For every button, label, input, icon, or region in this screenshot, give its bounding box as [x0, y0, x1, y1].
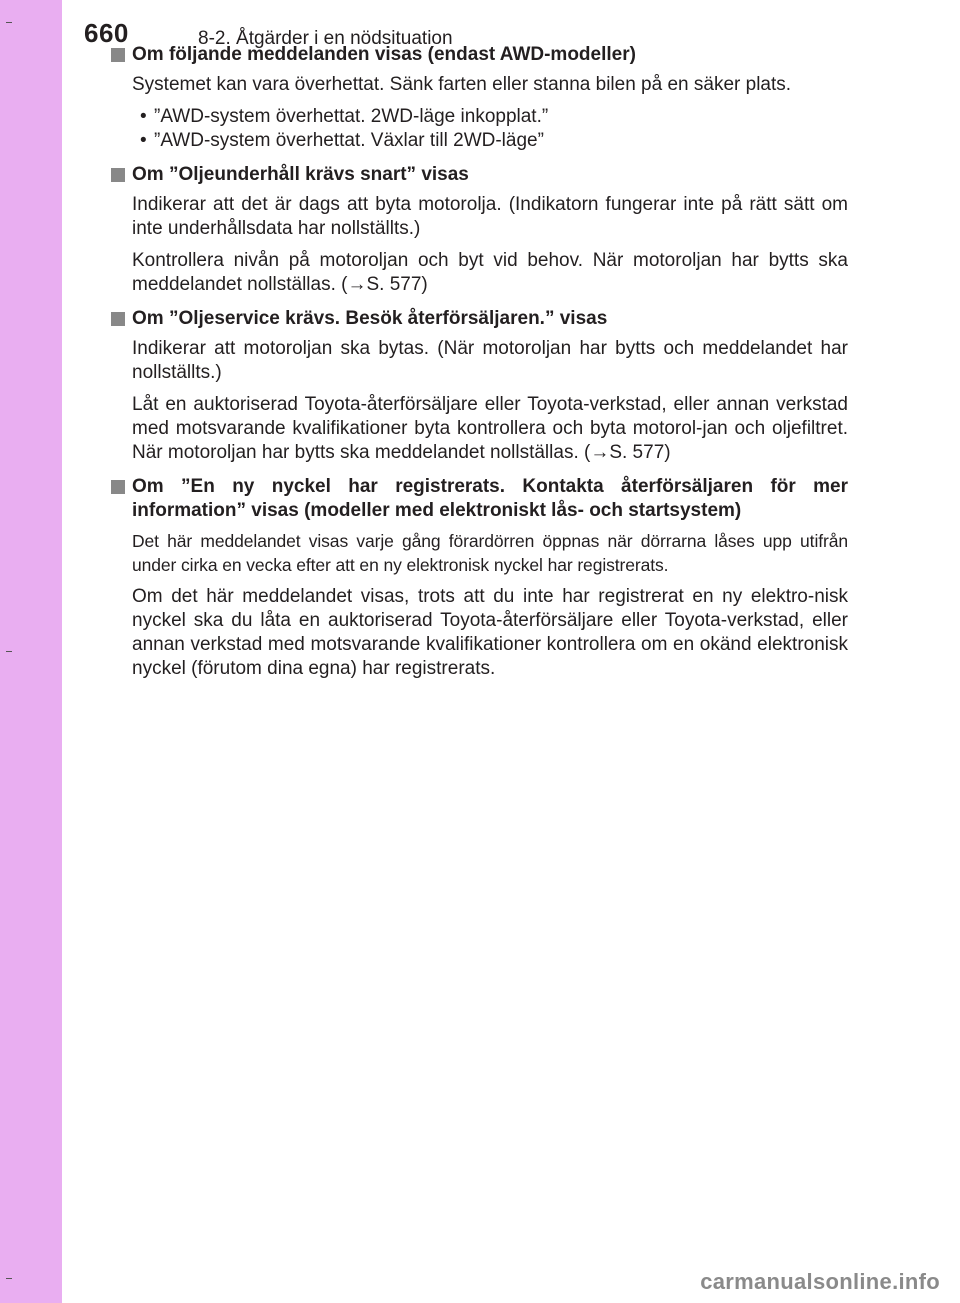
crop-mark [6, 22, 12, 23]
watermark: carmanualsonline.info [700, 1269, 940, 1294]
list-item: • ”AWD-system överhettat. Växlar till 2WD-läge” [140, 130, 544, 151]
crop-mark [6, 651, 12, 652]
paragraph: Kontrollera nivån på motoroljan och byt vid behov. När motoroljan har bytts ska meddelandet nollställas. (→S. 577) [132, 250, 848, 295]
side-color-band [0, 0, 62, 1303]
section-heading: Om ”Oljeservice krävs. Besök återförsäljaren.” visas [111, 307, 848, 331]
section-awd [111, 43, 848, 153]
square-bullet-icon [111, 312, 125, 326]
paragraph: Om det här meddelandet visas, trots att du inte har registrerat en ny elektro-nisk nyckel ska du låta en auktoriserad Toyota-återförsäljare eller Toyota-verkstad, eller annan verkstad med motsvarande kvalifikationer kontrollera om en okänd elektronisk nyckel (förutom dina egna) har registrerats. [132, 586, 848, 679]
bullet-list [132, 105, 848, 153]
bullet-dot-icon: • [140, 106, 147, 127]
section-oil-maintenance [111, 163, 848, 297]
section-heading: Om följande meddelanden visas (endast AWD-modeller) [111, 43, 848, 67]
page-content [111, 43, 848, 691]
list-item: • ”AWD-system överhettat. 2WD-läge inkopplat.” [140, 106, 549, 127]
section-heading: Om ”En ny nyckel har registrerats. Kontakta återförsäljaren för mer information” visas (modeller med elektroniskt lås- och startsystem) [111, 475, 848, 523]
section-heading: Om ”Oljeunderhåll krävs snart” visas [111, 163, 848, 187]
crop-mark [6, 1278, 12, 1279]
square-bullet-icon [111, 480, 125, 494]
square-bullet-icon [111, 168, 125, 182]
chapter-title: 8-2. Åtgärder i en nödsituation [198, 28, 453, 49]
paragraph: Systemet kan vara överhettat. Sänk farten eller stanna bilen på en säker plats. [132, 74, 792, 95]
square-bullet-icon [111, 48, 125, 62]
section-oil-service [111, 307, 848, 465]
paragraph: Det här meddelandet visas varje gång förardörren öppnas när dörrarna låses upp utifrån under cirka en vecka efter att en ny elektronisk nyckel har registrerats. [132, 531, 848, 575]
bullet-dot-icon: • [140, 130, 147, 151]
paragraph: Indikerar att motoroljan ska bytas. (När motoroljan har bytts och meddelandet har nollställts.) [132, 338, 848, 383]
paragraph: Indikerar att det är dags att byta motorolja. (Indikatorn fungerar inte på rätt sätt om inte underhållsdata har nollställts.) [132, 194, 848, 239]
paragraph: Låt en auktoriserad Toyota-återförsäljare eller Toyota-verkstad, eller annan verkstad med motsvarande kvalifikationer byta kontrollera och byta motorol-jan och oljefiltret. När motoroljan har bytts ska meddelandet nollställas. (→S. 577) [132, 394, 848, 463]
section-new-key [111, 475, 848, 681]
page-number: 660 [84, 18, 129, 48]
